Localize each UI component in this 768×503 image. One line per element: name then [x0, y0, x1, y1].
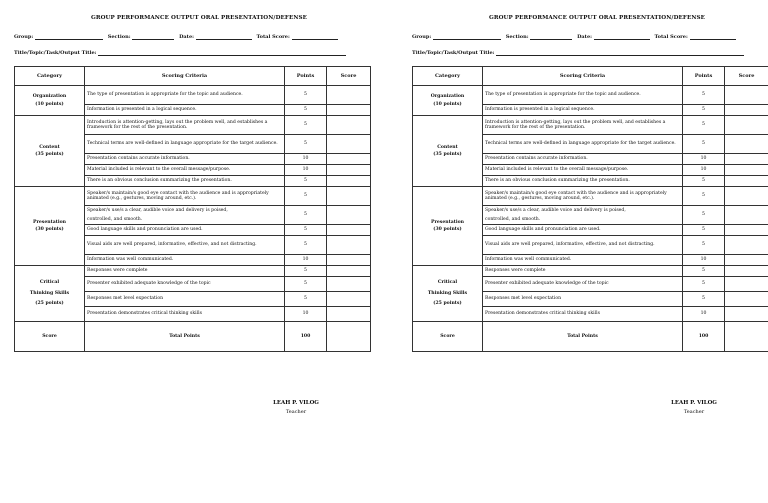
category-points: (10 points)	[35, 101, 64, 107]
table-row	[413, 187, 768, 206]
total-score-cell[interactable]	[725, 322, 768, 352]
criterion-cell	[85, 206, 285, 225]
score-cell[interactable]	[725, 225, 768, 236]
points-cell: 5	[285, 206, 327, 225]
criterion-cell: Presentation demonstrates critical thinking skills	[85, 307, 285, 322]
points-cell: 5	[683, 225, 725, 236]
criterion-cell: Technical terms are well-defined in language appropriate for the target audience.	[85, 135, 285, 154]
criterion-cell: Information is presented in a logical sequence.	[483, 105, 683, 116]
points-cell: 5	[683, 86, 725, 105]
date-line	[594, 35, 650, 40]
score-cell[interactable]	[725, 116, 768, 135]
points-cell: 10	[683, 154, 725, 165]
rubric-table	[14, 66, 371, 352]
score-cell[interactable]	[725, 187, 768, 206]
criterion-cell: Material included is relevant to the overall message/purpose.	[85, 165, 285, 176]
total-score-label: Total Score:	[256, 34, 290, 40]
title-line	[496, 51, 744, 56]
score-cell[interactable]	[327, 236, 371, 255]
category-header: Category	[15, 67, 85, 86]
points-cell: 5	[683, 277, 725, 292]
form-title: GROUP PERFORMANCE OUTPUT ORAL PRESENTATION/DEFENSE	[488, 15, 706, 21]
criterion-line-2: controlled, and smooth.	[485, 217, 541, 222]
category-name: Critical	[437, 280, 458, 286]
criterion-cell: Good language skills and pronunciation are used.	[483, 225, 683, 236]
total-points-value: 100	[285, 322, 327, 352]
category-name: Presentation	[32, 219, 66, 225]
score-cell[interactable]	[327, 187, 371, 206]
criterion-cell: Responses were complete	[85, 266, 285, 277]
criterion-cell: Speaker/s maintain/s good eye contact with the audience and is appropriately animated (e.g., gestures, moving around, etc.).	[85, 187, 285, 206]
table-row	[15, 266, 371, 277]
score-cell[interactable]	[725, 176, 768, 187]
score-cell[interactable]	[725, 277, 768, 292]
score-cell[interactable]	[327, 225, 371, 236]
group-label: Group:	[412, 34, 432, 40]
criterion-cell: Information is presented in a logical sequence.	[85, 105, 285, 116]
score-cell[interactable]	[327, 255, 371, 266]
score-cell[interactable]	[725, 105, 768, 116]
points-cell: 10	[683, 307, 725, 322]
points-cell: 5	[683, 176, 725, 187]
group-line	[433, 35, 501, 40]
teacher-role: Teacher	[285, 409, 307, 415]
total-score-label: Total Score:	[654, 34, 688, 40]
points-cell: 5	[683, 236, 725, 255]
category-header: Category	[413, 67, 483, 86]
title-label: Title/Topic/Task/Output Title:	[14, 50, 97, 56]
score-cell[interactable]	[327, 206, 371, 225]
category-cell	[15, 187, 85, 266]
criterion-cell: The type of presentation is appropriate for the topic and audience.	[85, 86, 285, 105]
points-cell: 5	[285, 135, 327, 154]
score-cell[interactable]	[725, 307, 768, 322]
criterion-cell: Visual aids are well prepared, informative, effective, and not distracting.	[85, 236, 285, 255]
score-cell[interactable]	[327, 105, 371, 116]
criterion-cell: Responses met level expectation	[483, 292, 683, 307]
points-cell: 10	[285, 255, 327, 266]
score-cell[interactable]	[725, 135, 768, 154]
score-label: Score	[15, 322, 85, 352]
criterion-cell: Presentation contains accurate information.	[483, 154, 683, 165]
score-cell[interactable]	[327, 277, 371, 292]
category-name: Presentation	[430, 219, 464, 225]
score-cell[interactable]	[725, 86, 768, 105]
score-cell[interactable]	[725, 206, 768, 225]
title-label: Title/Topic/Task/Output Title:	[412, 50, 495, 56]
criterion-cell: There is an obvious conclusion summarizing the presentation.	[85, 176, 285, 187]
table-row	[413, 86, 768, 105]
category-cell	[413, 86, 483, 116]
criterion-cell: Information was well communicated.	[483, 255, 683, 266]
points-cell: 5	[683, 105, 725, 116]
section-line	[530, 35, 572, 40]
points-cell: 5	[683, 116, 725, 135]
table-row	[15, 116, 371, 135]
criterion-cell: Presenter exhibited adequate knowledge of the topic	[85, 277, 285, 292]
category-cell	[15, 86, 85, 116]
total-row	[413, 322, 768, 352]
criterion-cell: Material included is relevant to the overall message/purpose.	[483, 165, 683, 176]
category-cell	[413, 266, 483, 322]
category-name: Organization	[32, 94, 67, 99]
score-cell[interactable]	[725, 154, 768, 165]
criterion-cell: Presentation contains accurate information.	[85, 154, 285, 165]
total-points-label: Total Points	[483, 322, 683, 352]
points-cell: 5	[285, 236, 327, 255]
criterion-cell: Presentation demonstrates critical thinking skills	[483, 307, 683, 322]
points-cell: 5	[285, 225, 327, 236]
category-name: Organization	[430, 94, 465, 99]
category-points: (10 points)	[433, 101, 462, 107]
points-header: Points	[285, 67, 327, 86]
header-fields	[14, 34, 384, 40]
criterion-cell: Good language skills and pronunciation are used.	[85, 225, 285, 236]
criterion-cell: Visual aids are well prepared, informative, effective, and not distracting.	[483, 236, 683, 255]
criterion-cell: Information was well communicated.	[85, 255, 285, 266]
category-name: Content	[39, 144, 60, 150]
points-cell: 10	[285, 307, 327, 322]
score-cell[interactable]	[725, 266, 768, 277]
points-cell: 5	[285, 116, 327, 135]
section-label: Section:	[107, 34, 131, 40]
teacher-name: LEAH P. VILOG	[273, 400, 319, 406]
total-points-value: 100	[683, 322, 725, 352]
category-cell	[15, 266, 85, 322]
criterion-cell: Introduction is attention-getting, lays out the problem well, and establishes a framework for the rest of the presentation.	[483, 116, 683, 135]
points-cell: 5	[285, 277, 327, 292]
total-score-line	[690, 35, 736, 40]
score-cell[interactable]	[327, 307, 371, 322]
category-name-2: Thinking Skills	[427, 290, 468, 296]
section-label: Section:	[505, 34, 529, 40]
teacher-name: LEAH P. VILOG	[671, 400, 717, 406]
score-header: Score	[725, 67, 768, 86]
rubric-sheet-right	[412, 0, 768, 503]
points-cell: 5	[285, 266, 327, 277]
category-points: (25 points)	[35, 301, 64, 307]
criterion-cell: Presenter exhibited adequate knowledge of the topic	[483, 277, 683, 292]
points-cell: 10	[683, 255, 725, 266]
points-cell: 5	[683, 292, 725, 307]
title-line	[98, 51, 346, 56]
signature-block	[246, 400, 346, 415]
criterion-line-1: Speaker/s use/s a clear, audible voice and delivery is poised,	[87, 207, 228, 213]
criterion-cell: Introduction is attention-getting, lays out the problem well, and establishes a framework for the rest of the presentation.	[85, 116, 285, 135]
title-field	[412, 50, 768, 56]
total-score-line	[292, 35, 338, 40]
score-cell[interactable]	[725, 236, 768, 255]
signature-block	[644, 400, 744, 415]
score-label: Score	[413, 322, 483, 352]
criterion-cell: Responses were complete	[483, 266, 683, 277]
score-cell[interactable]	[327, 116, 371, 135]
date-line	[196, 35, 252, 40]
points-cell: 5	[683, 187, 725, 206]
score-cell[interactable]	[327, 165, 371, 176]
category-cell	[15, 116, 85, 187]
criterion-cell: Responses met level expectation	[85, 292, 285, 307]
score-cell[interactable]	[327, 135, 371, 154]
category-name: Content	[437, 144, 458, 150]
points-cell: 10	[285, 154, 327, 165]
table-row	[15, 187, 371, 206]
criterion-cell: Technical terms are well-defined in language appropriate for the target audience.	[483, 135, 683, 154]
category-points: (35 points)	[35, 152, 64, 157]
category-points: (25 points)	[433, 301, 462, 307]
criterion-cell	[483, 206, 683, 225]
total-points-label: Total Points	[85, 322, 285, 352]
score-cell[interactable]	[327, 292, 371, 307]
header-fields	[412, 34, 768, 40]
score-cell[interactable]	[725, 165, 768, 176]
section-line	[132, 35, 174, 40]
points-cell: 10	[285, 165, 327, 176]
form-title: GROUP PERFORMANCE OUTPUT ORAL PRESENTATION/DEFENSE	[90, 15, 308, 21]
score-cell[interactable]	[327, 266, 371, 277]
group-label: Group:	[14, 34, 34, 40]
category-cell	[413, 187, 483, 266]
criteria-header: Scoring Criteria	[85, 67, 285, 86]
points-cell: 5	[285, 105, 327, 116]
category-name: Critical	[39, 280, 60, 286]
category-points: (35 points)	[433, 152, 462, 157]
criterion-line-2: controlled, and smooth.	[87, 217, 143, 222]
criteria-header: Scoring Criteria	[483, 67, 683, 86]
score-cell[interactable]	[327, 86, 371, 105]
points-cell: 5	[285, 176, 327, 187]
category-points: (30 points)	[35, 227, 64, 232]
points-cell: 5	[683, 266, 725, 277]
title-field	[14, 50, 384, 56]
rubric-sheet-left	[14, 0, 384, 503]
rubric-table	[412, 66, 768, 352]
group-line	[35, 35, 103, 40]
points-cell: 5	[683, 135, 725, 154]
score-header: Score	[327, 67, 371, 86]
criterion-line-1: Speaker/s use/s a clear, audible voice and delivery is poised,	[485, 207, 626, 213]
category-points: (30 points)	[433, 227, 462, 232]
table-row	[413, 116, 768, 135]
points-cell: 5	[285, 292, 327, 307]
total-score-cell[interactable]	[327, 322, 371, 352]
date-label: Date:	[179, 34, 195, 40]
score-cell[interactable]	[725, 292, 768, 307]
points-cell: 5	[683, 206, 725, 225]
table-row	[15, 86, 371, 105]
points-cell: 5	[285, 86, 327, 105]
category-cell	[413, 116, 483, 187]
score-cell[interactable]	[327, 176, 371, 187]
total-row	[15, 322, 371, 352]
points-header: Points	[683, 67, 725, 86]
criterion-cell: Speaker/s maintain/s good eye contact with the audience and is appropriately animated (e.g., gestures, moving around, etc.).	[483, 187, 683, 206]
date-label: Date:	[577, 34, 593, 40]
points-cell: 5	[285, 187, 327, 206]
score-cell[interactable]	[327, 154, 371, 165]
points-cell: 10	[683, 165, 725, 176]
score-cell[interactable]	[725, 255, 768, 266]
teacher-role: Teacher	[683, 409, 705, 415]
criterion-cell: The type of presentation is appropriate for the topic and audience.	[483, 86, 683, 105]
table-row	[413, 266, 768, 277]
criterion-cell: There is an obvious conclusion summarizing the presentation.	[483, 176, 683, 187]
category-name-2: Thinking Skills	[29, 290, 70, 296]
